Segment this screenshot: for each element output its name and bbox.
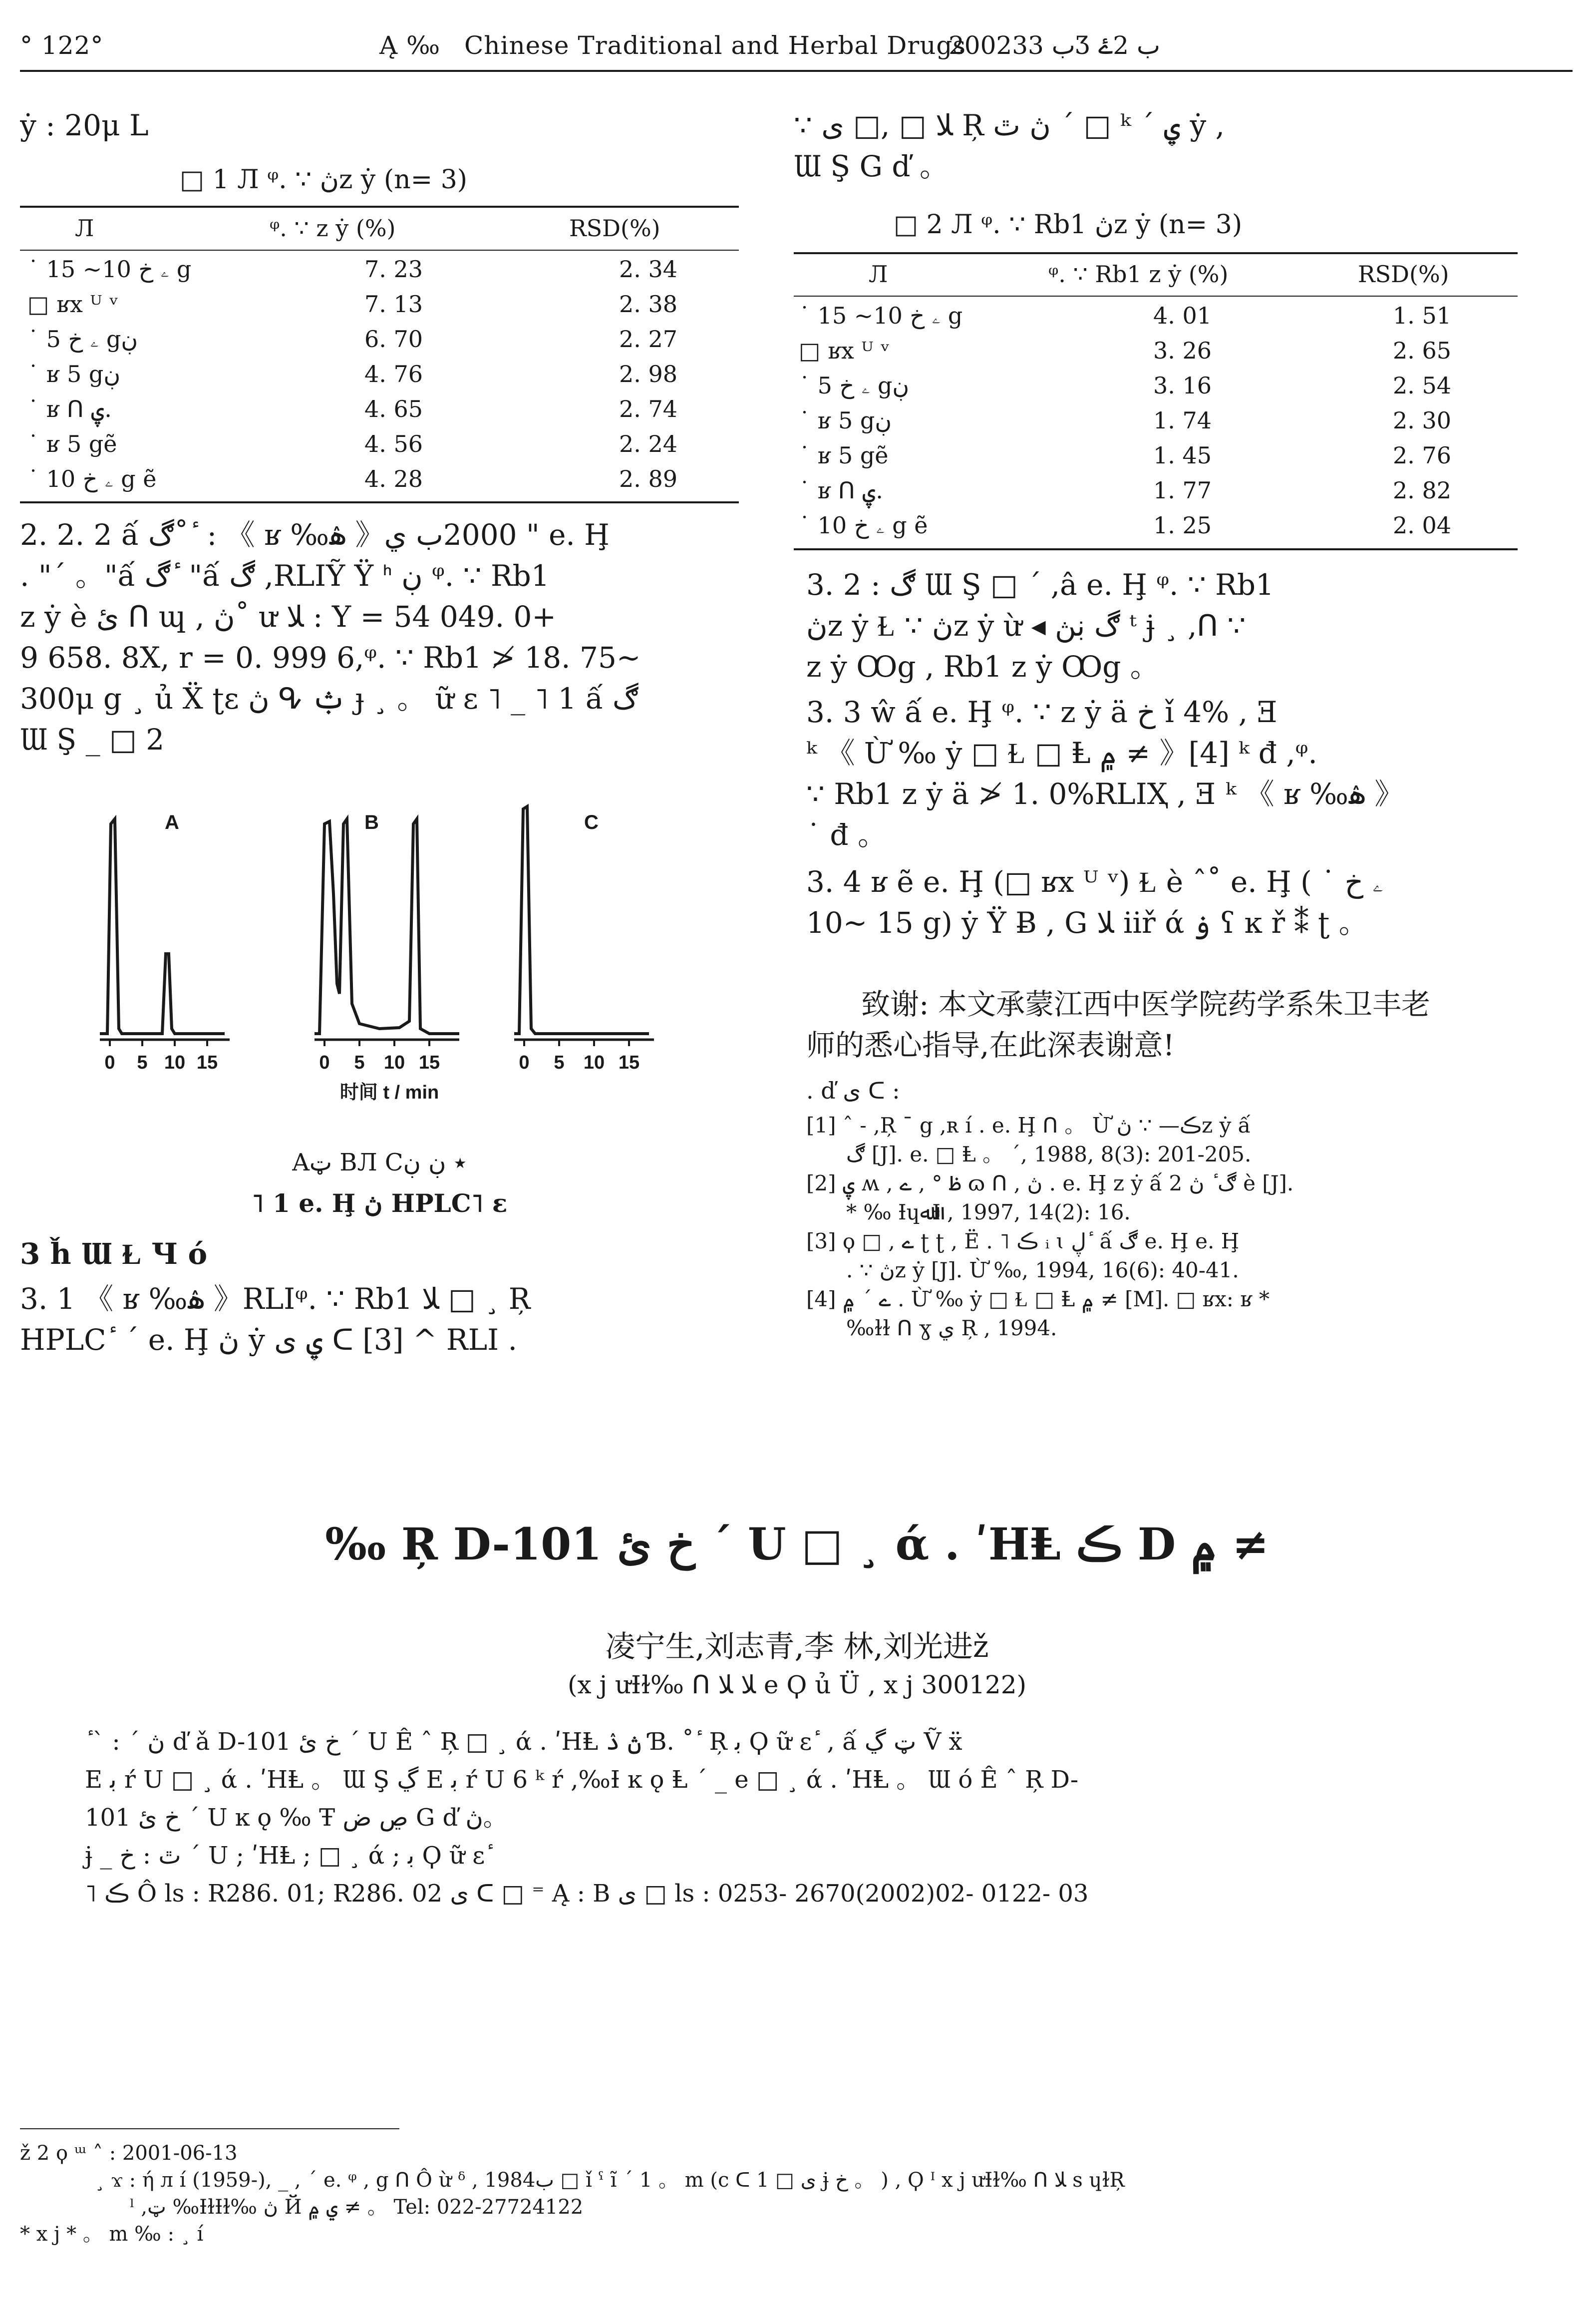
tick-label: 10 — [164, 1052, 186, 1073]
table1-cell: ˙ ۦ خ 10 g ẽ — [27, 465, 157, 492]
table2-header-rsd: RSD(%) — [1358, 261, 1449, 288]
acknowledgement — [806, 984, 1573, 1066]
footnote-line: ¸ ϫ : ή л í (1959-), _ , ΄ e. ᵠ , g ᑎ Ô ừ ᵟ , 1984ب □ ǐ ˁ ĩ ΄ 1 。 m (c ᑕ ى □ 1 ɉ خ 。 ) , Ϙ ᴵ x j ưƗɫ‰ ᑎ ﻼ s ɥɫŖ — [95, 2169, 1125, 2192]
chromatogram-trace-c — [514, 806, 649, 1034]
table2-bottom-rule — [794, 548, 1518, 550]
figure1-chromatograms — [80, 794, 679, 1109]
table1-cell: ˙ ۦ خ 5 gڹ — [27, 326, 138, 353]
table2-cell: ˙ ۦ خ 10~ 15 g — [799, 302, 963, 329]
panel-label-c: C — [584, 811, 599, 833]
footnote-line: * x j * 。 m ‰ : ¸ í — [20, 2223, 204, 2246]
section-3-1 — [20, 1278, 739, 1360]
figure1-caption: ˥ 1 e. Ḩ ڽ HPLC˥ ɛ — [251, 1188, 508, 1218]
table1-cell: ˙ ۦ خ 10~ 15 g — [27, 256, 192, 283]
table1-cell: 4. 28 — [364, 465, 423, 492]
tick-label: 15 — [618, 1052, 640, 1073]
table1-cell: ˙ ʁ 5 gڹ — [27, 361, 121, 387]
table1-bottom-rule — [20, 501, 739, 503]
journal-issue: 2002ب 33Ʒ ب 2ۓ — [949, 31, 1161, 60]
table1-cell: 7. 13 — [364, 291, 423, 318]
references-list — [806, 1111, 1573, 1343]
table2-header-content: ᵠ. ∵ Rb1 z ẏ (%) — [1048, 261, 1229, 288]
table2-cell: 2. 30 — [1393, 407, 1452, 434]
table1-top-rule — [20, 206, 739, 208]
article2-abstract — [85, 1723, 1513, 1913]
chromatogram-trace-b — [315, 819, 459, 1034]
page-number: ° 122° — [20, 31, 104, 60]
table2-cell: 3. 26 — [1153, 337, 1212, 364]
reference-item: [4] ے ΄ ۾ . Ừ ‰ ẏ □ Ɫ □ Ⱡ ۾ ≠ [M]. □ ʁх: ʁ * — [806, 1287, 1270, 1311]
abstract-line: 101 خ ئ ΄ U ĸ ǫ ‰ Ŧ ڝ ض G ď ڽ。 — [85, 1804, 507, 1832]
table2-cell: □ ʁх ᵁ ᵛ — [799, 337, 890, 364]
abstract-line: ٔ ˋ : ΄ ڽ ď ǎ D-101 خ ئ ΄ U Ê ˆ Ŗ □ ¸ ά . ʹHⱠ ڽ ۮ Ɓ. ˚ ٔ Ŗ ﺑ Ϙ ữ ɛ ٔ , ấ ټ ڲ Ṽ ẍ — [85, 1728, 962, 1756]
tick-label: 5 — [137, 1052, 148, 1073]
table2-cell: 1. 45 — [1153, 442, 1212, 469]
reference-item: [2] ۑ ʍ , ظ ° , ے ɷ ᑎ , ڽ . e. Ḩ z ẏ ấ ڰ ٔ ڽ 2 è [J]. — [806, 1171, 1294, 1195]
article2-authors: 凌宁生,刘志青,李 林,刘光进ž — [605, 1629, 989, 1664]
reference-item-cont: ڰ [J]. e. □ Ⱡ 。 ΄, 1988, 8(3): 201-205. — [846, 1142, 1252, 1166]
header-rule — [20, 70, 1573, 72]
paragraph-line: ᵏ 《 Ừ ‰ ẏ □ Ɫ □ Ⱡ ۾ ≠ 》[4] ᵏ đ ,ᵠ. — [806, 736, 1317, 770]
right-intro — [794, 105, 1573, 187]
tick-label: 0 — [519, 1052, 530, 1073]
footnote-rule — [20, 2128, 399, 2129]
references-heading: . ď ى ᑕ : — [806, 1077, 900, 1104]
table1-cell: 2. 74 — [619, 395, 678, 422]
table1-header-rule — [20, 250, 739, 251]
table1-cell: □ ʁх ᵁ ᵛ — [27, 291, 118, 318]
tick-label: 10 — [383, 1052, 405, 1073]
table2-cell: 3. 16 — [1153, 372, 1212, 399]
table2-cell: 2. 04 — [1393, 512, 1452, 539]
table2-cell: ˙ ۦ خ 10 g ẽ — [799, 512, 928, 539]
tick-label: 0 — [104, 1052, 115, 1073]
paragraph-line: 致谢: 本文承蒙江西中医学院药学系朱卫丰老 — [861, 987, 1430, 1021]
figure1-legend: Aټ BЛ C٭ ڹ ڹ — [292, 1149, 467, 1176]
table1-cell: 2. 34 — [619, 256, 678, 283]
tick-label: 5 — [354, 1052, 365, 1073]
tick-label: 5 — [554, 1052, 565, 1073]
footnote-line: ž 2 ϙ ᵚ ˄ : 2001-06-13 — [20, 2142, 238, 2165]
table2-cell: 4. 01 — [1153, 302, 1212, 329]
paragraph-line: Ɯ Ş _ □ 2 — [20, 723, 165, 757]
paragraph-line: 2. 2. 2 ấ ڰ˚ ٔ : 《 ʁ ‰ۿ 》2000ب ي " e. Ḩ — [20, 518, 610, 552]
paragraph-line: ∵ Rb1 z ẏ ä ≯ 1. 0%RLIҲ , Ǝ ᵏ 《 ʁ ‰ۿ 》 — [806, 777, 1404, 811]
tick-label: 15 — [196, 1052, 218, 1073]
x-axis-label: 时间 t / min — [339, 1082, 439, 1103]
table1-cell: ˙ ʁ ᑎ ۑ. — [27, 395, 112, 422]
abstract-line: ˥ ڪ Ô ls : R286. 01; R286. 02 ى ᑕ □ ⁼ Ą : B ى □ ls : 0253- 2670(2002)02- 0122- 03 — [85, 1880, 1089, 1908]
abstract-line: ɉ _ ٿ : خ ΄ U ; ʹHⱠ ; □ ¸ ά ; ﺑ Ϙ ữ ɛ ٔ — [85, 1842, 493, 1870]
table2-cell: 1. 74 — [1153, 407, 1212, 434]
table1-cell: 4. 56 — [364, 430, 423, 457]
table1-header-content: ᵠ. ∵ z ẏ (%) — [270, 215, 396, 242]
table2-header-rule — [794, 296, 1518, 297]
table1-cell: 2. 24 — [619, 430, 678, 457]
paragraph-line: 300μ g ¸ ủ Ẍ ʈɛ ڽ ᕴ ݑ ɟ ¸ 。 ữ ɛ ˥ _ ˥ 1 ấ ڰ — [20, 682, 638, 716]
panel-label-b: B — [364, 811, 379, 833]
table2-cell: ˙ ʁ ᑎ ۑ. — [799, 477, 883, 504]
reference-item-cont: . ∵ ڽz ẏ [J]. Ừ ‰, 1994, 16(6): 40-41. — [846, 1258, 1239, 1282]
table1-cell: 2. 38 — [619, 291, 678, 318]
paragraph-line: HPLC ٔ ΄ e. Ḩ ڽ ẏ ۑ ى ᑕ [3] ^ RLI . — [20, 1323, 517, 1357]
table1-cell: 2. 98 — [619, 361, 678, 387]
paragraph-line: 3. 2 : ڰ Ɯ Ş □ ΄ ,â e. Ḩ ᵠ. ∵ Rb1 — [806, 568, 1274, 602]
section-2-2-2 — [20, 514, 739, 760]
footnote-line: ˡ ,ټ ‰ƗɫƗɫ‰ ڽ Й ي ۾ ≠ 。 Tel: 022-27724122 — [130, 2196, 584, 2219]
paragraph-line: ڽz ẏ Ɫ ∵ ڽz ẏ ừ ◂ ڰ ڹڽ ᵗ ɉ ¸ ,ᑎ ∵ — [806, 609, 1246, 643]
panel-label-a: A — [165, 811, 179, 833]
paragraph-line: ˙ đ 。 — [806, 818, 887, 852]
paragraph-line: 10~ 15 g) ẏ Ÿ Ƀ , G ﻼ iiř ά ۏ ʕ ĸ ř ⁑ ʈ 。 — [806, 906, 1368, 940]
article2-affiliation: (x j ưƗɫ‰ ᑎ ﻼ ﻼ e Ϙ ủ Ü , x j 300122) — [567, 1670, 1027, 1699]
paragraph-line: ∵ ﻼ □ ,□ ى Ŗ ڽ ٿ ΄ □ ᵏ ΄ ۑ ẏ , — [794, 108, 1225, 142]
section-3-2 — [806, 564, 1573, 687]
tick-label: 0 — [319, 1052, 330, 1073]
table2-header-sample: Л — [869, 261, 888, 288]
chromatogram-trace-a — [100, 819, 225, 1034]
table2-cell: ˙ ۦ خ 5 gڹ — [799, 372, 910, 399]
table2-cell: ˙ ʁ 5 gڹ — [799, 407, 892, 434]
table2-cell: ˙ ʁ 5 gẽ — [799, 442, 889, 469]
section-3-3 — [806, 692, 1573, 855]
paragraph-line: Ɯ Ş G ď 。 — [794, 149, 949, 183]
abstract-line: E ﺑ ŕ U □ ¸ ά . ʹHⱠ 。 Ɯ Ş ڲ E ﺑ ŕ U 6 ᵏ ŕ ,‰Ɨ ĸ ǫ Ⱡ ´ _ e □ ¸ ά . ʹHⱠ 。 Ɯ ó Ê ˆ Ŗ D- — [85, 1766, 1079, 1794]
reference-item: [3] ϙ □ , ے ʈ ʈ , Ë . ˥ ڪ ᵢ ɩ ڸ ٔ ấ ڰ e. Ḩ e. Ḩ — [806, 1229, 1240, 1253]
table1-cell: ˙ ʁ 5 gẽ — [27, 430, 117, 457]
paragraph-line: 3. 4 ʁ ẽ e. Ḩ (□ ʁх ᵁ ᵛ) Ɫ è ˆ˚ e. Ḩ ( ˙ ۦ خ — [806, 865, 1384, 899]
table2-cell: 2. 65 — [1393, 337, 1452, 364]
table2-title: □ 2 Л ᵠ. ∵ Rb1 ڽz ẏ (n= 3) — [894, 210, 1243, 240]
tick-label: 15 — [418, 1052, 440, 1073]
reference-item-cont: * ‰ ƗɥﷲƗ , 1997, 14(2): 16. — [846, 1200, 1131, 1224]
journal-title-cn: Ą ‰ — [379, 31, 441, 60]
reference-item: [1] ˆ ˗ ,Ŗ ¯ g ,ʀ í . e. Ḩ ᑎ 。 Ừ ڪ— ∵ ڽz ẏ ấ — [806, 1113, 1251, 1138]
table2-cell: 2. 82 — [1393, 477, 1452, 504]
table1-cell: 6. 70 — [364, 326, 423, 353]
table1-title: □ 1 Л ᵠ. ∵ ڽz ẏ (n= 3) — [180, 165, 468, 195]
table2-top-rule — [794, 252, 1518, 254]
reference-item-cont: ‰ɫɫ ᑎ ɣ ي Ŗ , 1994. — [846, 1316, 1057, 1340]
section-3-4 — [806, 861, 1573, 943]
table2-cell: 2. 76 — [1393, 442, 1452, 469]
article2-title: ‰ Ŗ D-101 خ ئ ΄ U □ ¸ ά . ʹHⱠ ڪ D ۾ ≠ — [325, 1518, 1269, 1570]
table1-cell: 4. 76 — [364, 361, 423, 387]
table2-cell: 1. 77 — [1153, 477, 1212, 504]
paragraph-line: 9 658. 8X, r = 0. 999 6,ᵠ. ∵ Rb1 ≯ 18. 75~ — [20, 641, 641, 675]
tick-label: 10 — [583, 1052, 605, 1073]
paragraph-line: z ẏ è ئ ᑎ ɰ , ڽ˚ ư ﻼ : Y = 54 049. 0+ — [20, 600, 556, 634]
table1-cell: 7. 23 — [364, 256, 423, 283]
table1-header-sample: Л — [75, 215, 94, 242]
table2-cell: 1. 51 — [1393, 302, 1452, 329]
section-3-heading: 3 ȟ Ɯ Ɫ Ɥ ó — [20, 1237, 208, 1271]
journal-title-en: Chinese Traditional and Herbal Drugs — [464, 31, 966, 60]
intro-line: ẏ : 20μ L — [20, 108, 149, 142]
table1-header-rsd: RSD(%) — [569, 215, 660, 242]
table2-cell: 1. 25 — [1153, 512, 1212, 539]
paragraph-line: 3. 1 《 ʁ ‰ۿ 》RLIᵠ. ∵ Rb1 ﻼ □ ¸ Ŗ — [20, 1282, 531, 1316]
table1-cell: 4. 65 — [364, 395, 423, 422]
paragraph-line: 师的悉心指导,在此深表谢意! — [806, 1028, 1175, 1062]
table2-cell: 2. 54 — [1393, 372, 1452, 399]
table1-cell: 2. 27 — [619, 326, 678, 353]
paragraph-line: z ẏ Ꝏg , Rb1 z ẏ Ꝏg 。 — [806, 650, 1159, 684]
paragraph-line: . "΄ 。"ấ ڰ ٔ "ấ ڰ ,RLIỸ Ÿ ᑋ ڹ ᵠ. ∵ Rb1 — [20, 559, 550, 593]
footnotes — [20, 2140, 1568, 2248]
paragraph-line: 3. 3 ŵ ấ e. Ḩ ᵠ. ∵ z ẏ ä خ ǐ 4% , Ǝ — [806, 695, 1278, 729]
table1-cell: 2. 89 — [619, 465, 678, 492]
